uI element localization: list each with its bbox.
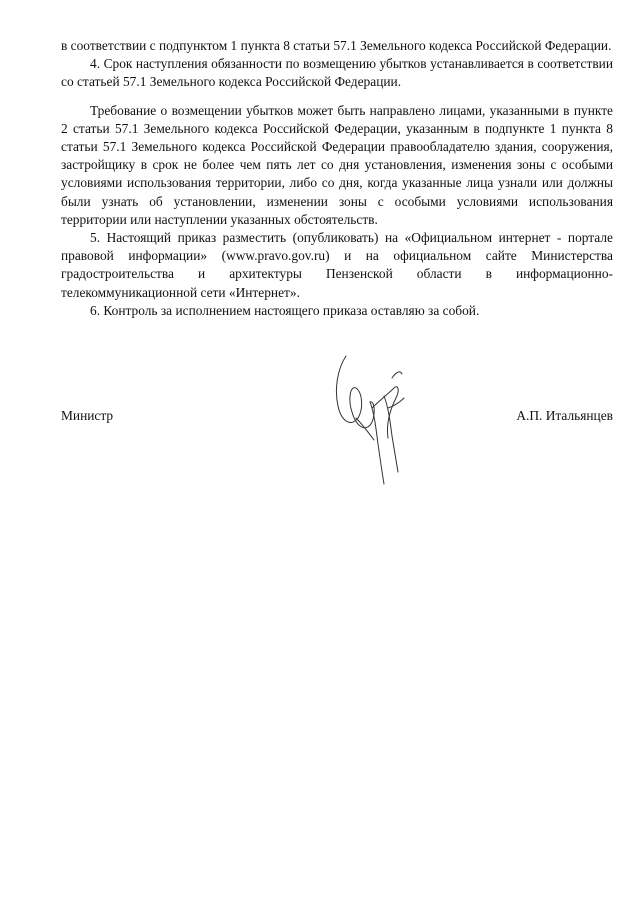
paragraph-continuation: в соответствии с подпунктом 1 пункта 8 статьи 57.1 Земельного кодекса Российской Федерации. <box>61 38 612 53</box>
handwritten-signature <box>328 348 410 488</box>
document-body <box>61 37 613 320</box>
paragraph-item-4: 4. Срок наступления обязанности по возмещению убытков устанавливается в соответствии со статьей 57.1 Земельного кодекса Российской Федерации. <box>61 56 613 90</box>
paragraph-item-5: 5. Настоящий приказ разместить (опубликовать) на «Официальном интернет - портале правовой информации» (www.pravo.gov.ru) и на официальном сайте Министерства градостроительства и архитектуры Пензенской области в информационно-телекоммуникационной сети «Интернет». <box>61 230 613 300</box>
paragraph-item-6: 6. Контроль за исполнением настоящего приказа оставляю за собой. <box>90 302 480 318</box>
signatory-title: Министр <box>61 408 114 423</box>
signatory-name: А.П. Итальянцев <box>516 408 613 423</box>
paragraph-damages-claim: Требование о возмещении убытков может быть направлено лицами, указанными в пункте 2 статьи 57.1 Земельного кодекса Российской Федерации, указанным в подпункте 1 пункта 8 статьи 57.1 Земельного кодекса Российской Федерации правообладателю здания, сооружения, застройщику в срок не более чем пять лет со дня установления, изменения зоны с особыми условиями использования территории, либо со дня, когда указанные лица узнали или должны были узнать об установлении, изменении зоны с особыми условиями использования территории или наступлении указанных обстоятельств. <box>61 102 613 227</box>
